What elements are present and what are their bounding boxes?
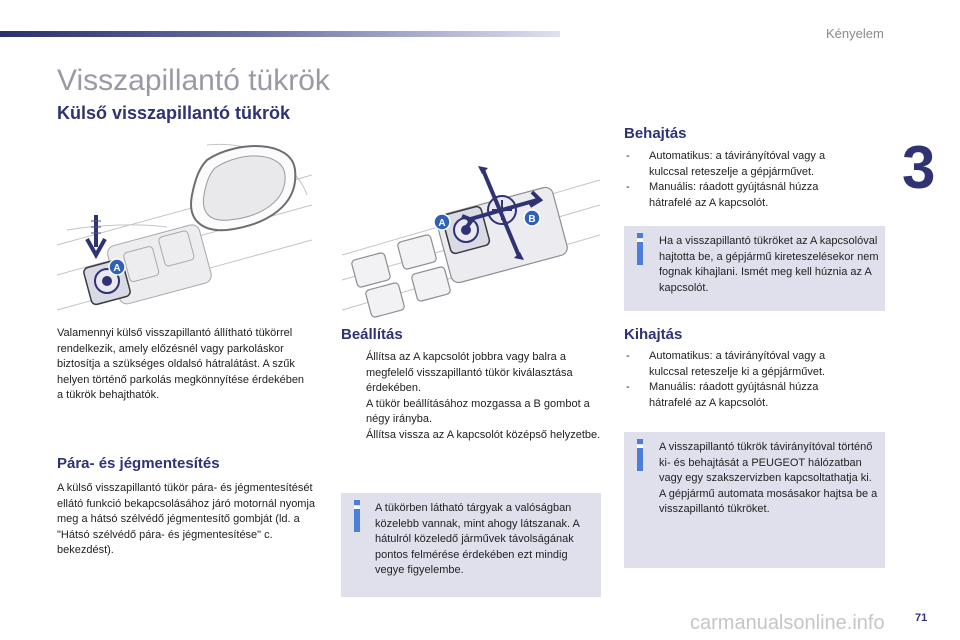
mirror-fold-illustration [57, 135, 312, 320]
dash-marker: - [626, 181, 630, 193]
list-item [341, 350, 601, 397]
list-item [624, 349, 856, 380]
fold-info-box [624, 226, 885, 311]
list-item-text: Állítsa vissza az A kapcsolót középső helyzetbe. [366, 428, 601, 441]
mirror-control-illustration [342, 160, 600, 320]
adjust-info-box [341, 493, 601, 597]
adjust-heading: Beállítás [341, 326, 403, 343]
fold-heading: Behajtás [624, 125, 687, 142]
callout-b-label: B [528, 214, 536, 225]
watermark: carmanualsonline.info [690, 612, 885, 634]
page-title: Visszapillantó tükrök [57, 64, 330, 97]
list-item [624, 180, 856, 211]
info-icon [637, 445, 643, 471]
list-item-text: Manuális: ráadott gyújtásnál húzza hátrafelé az A kapcsolót. [649, 381, 819, 409]
list-item [624, 380, 856, 411]
intro-text: Valamennyi külső visszapillantó állítható tükörrel rendelkezik, amely előzésnél vagy parkoláskor biztosítja a szükséges oldalsó hátralátást. A szűk helyen történő parkolás megkönnyítése érdekében a tükrök behajthatók. [57, 327, 305, 401]
main-heading: Külső visszapillantó tükrök [57, 103, 291, 123]
list-item-text: Manuális: ráadott gyújtásnál húzza hátrafelé az A kapcsolót. [649, 181, 819, 209]
list-item-text: Automatikus: a távirányítóval vagy a kulccsal reteszelje a gépjárművet. [649, 150, 826, 178]
defog-text: A külső visszapillantó tükör pára- és jégmentesítését ellátó funkció bekapcsolásához járó motornál nyomja meg a hátsó szélvédő jégmentesítő gombját (ld. a "Hátsó szélvédő pára- és jégmentesítése" c. bekezdést). [57, 482, 316, 556]
info-icon [637, 239, 643, 265]
adjust-info-text: A tükörben látható tárgyak a valóságban közelebb vannak, mint ahogy látszanak. A hátulról közeledő járművek távolságának pontos felmérése érdekében ezt mindig vegye figyelembe. [375, 502, 580, 576]
header-bar [0, 31, 560, 37]
unfold-info-text: A visszapillantó tükrök távirányítóval történő ki- és behajtását a PEUGEOT hálózatban vagy egy szakszervizben kapcsoltathatja ki. A gépjármű automata mosásakor hajtsa be a visszapillantó tükröket. [659, 441, 878, 515]
list-item-text: A tükör beállításához mozgassa a B gombot a négy irányba. [366, 397, 590, 425]
unfold-info-box [624, 432, 885, 568]
chapter-number: 3 [902, 134, 936, 201]
dash-marker: - [626, 350, 630, 362]
dash-marker: - [626, 381, 630, 393]
unfold-heading: Kihajtás [624, 326, 683, 343]
page-number: 71 [915, 612, 928, 624]
list-item-text: Állítsa az A kapcsolót jobbra vagy balra a megfelelő visszapillantó tükör kiválasztása érdekében. [366, 351, 573, 394]
unfold-list [624, 349, 856, 411]
defog-heading: Pára- és jégmentesítés [57, 455, 220, 472]
list-item [341, 428, 601, 444]
adjust-list [341, 350, 601, 443]
list-item-text: Automatikus: a távirányítóval vagy a kulccsal reteszelje ki a gépjárművet. [649, 350, 826, 378]
callout-a-label: A [438, 218, 446, 229]
section-label: Kényelem [826, 26, 884, 41]
info-icon [354, 506, 360, 532]
fold-list [624, 149, 856, 211]
dash-marker: - [626, 150, 630, 162]
callout-a-label: A [113, 263, 121, 274]
list-item [624, 149, 856, 180]
fold-info-text: Ha a visszapillantó tükröket az A kapcsolóval hajtotta be, a gépjármű kireteszelésekor nem fognak kihajlani. Ismét meg kell húznia az A kapcsolót. [659, 235, 879, 294]
list-item [341, 397, 601, 428]
